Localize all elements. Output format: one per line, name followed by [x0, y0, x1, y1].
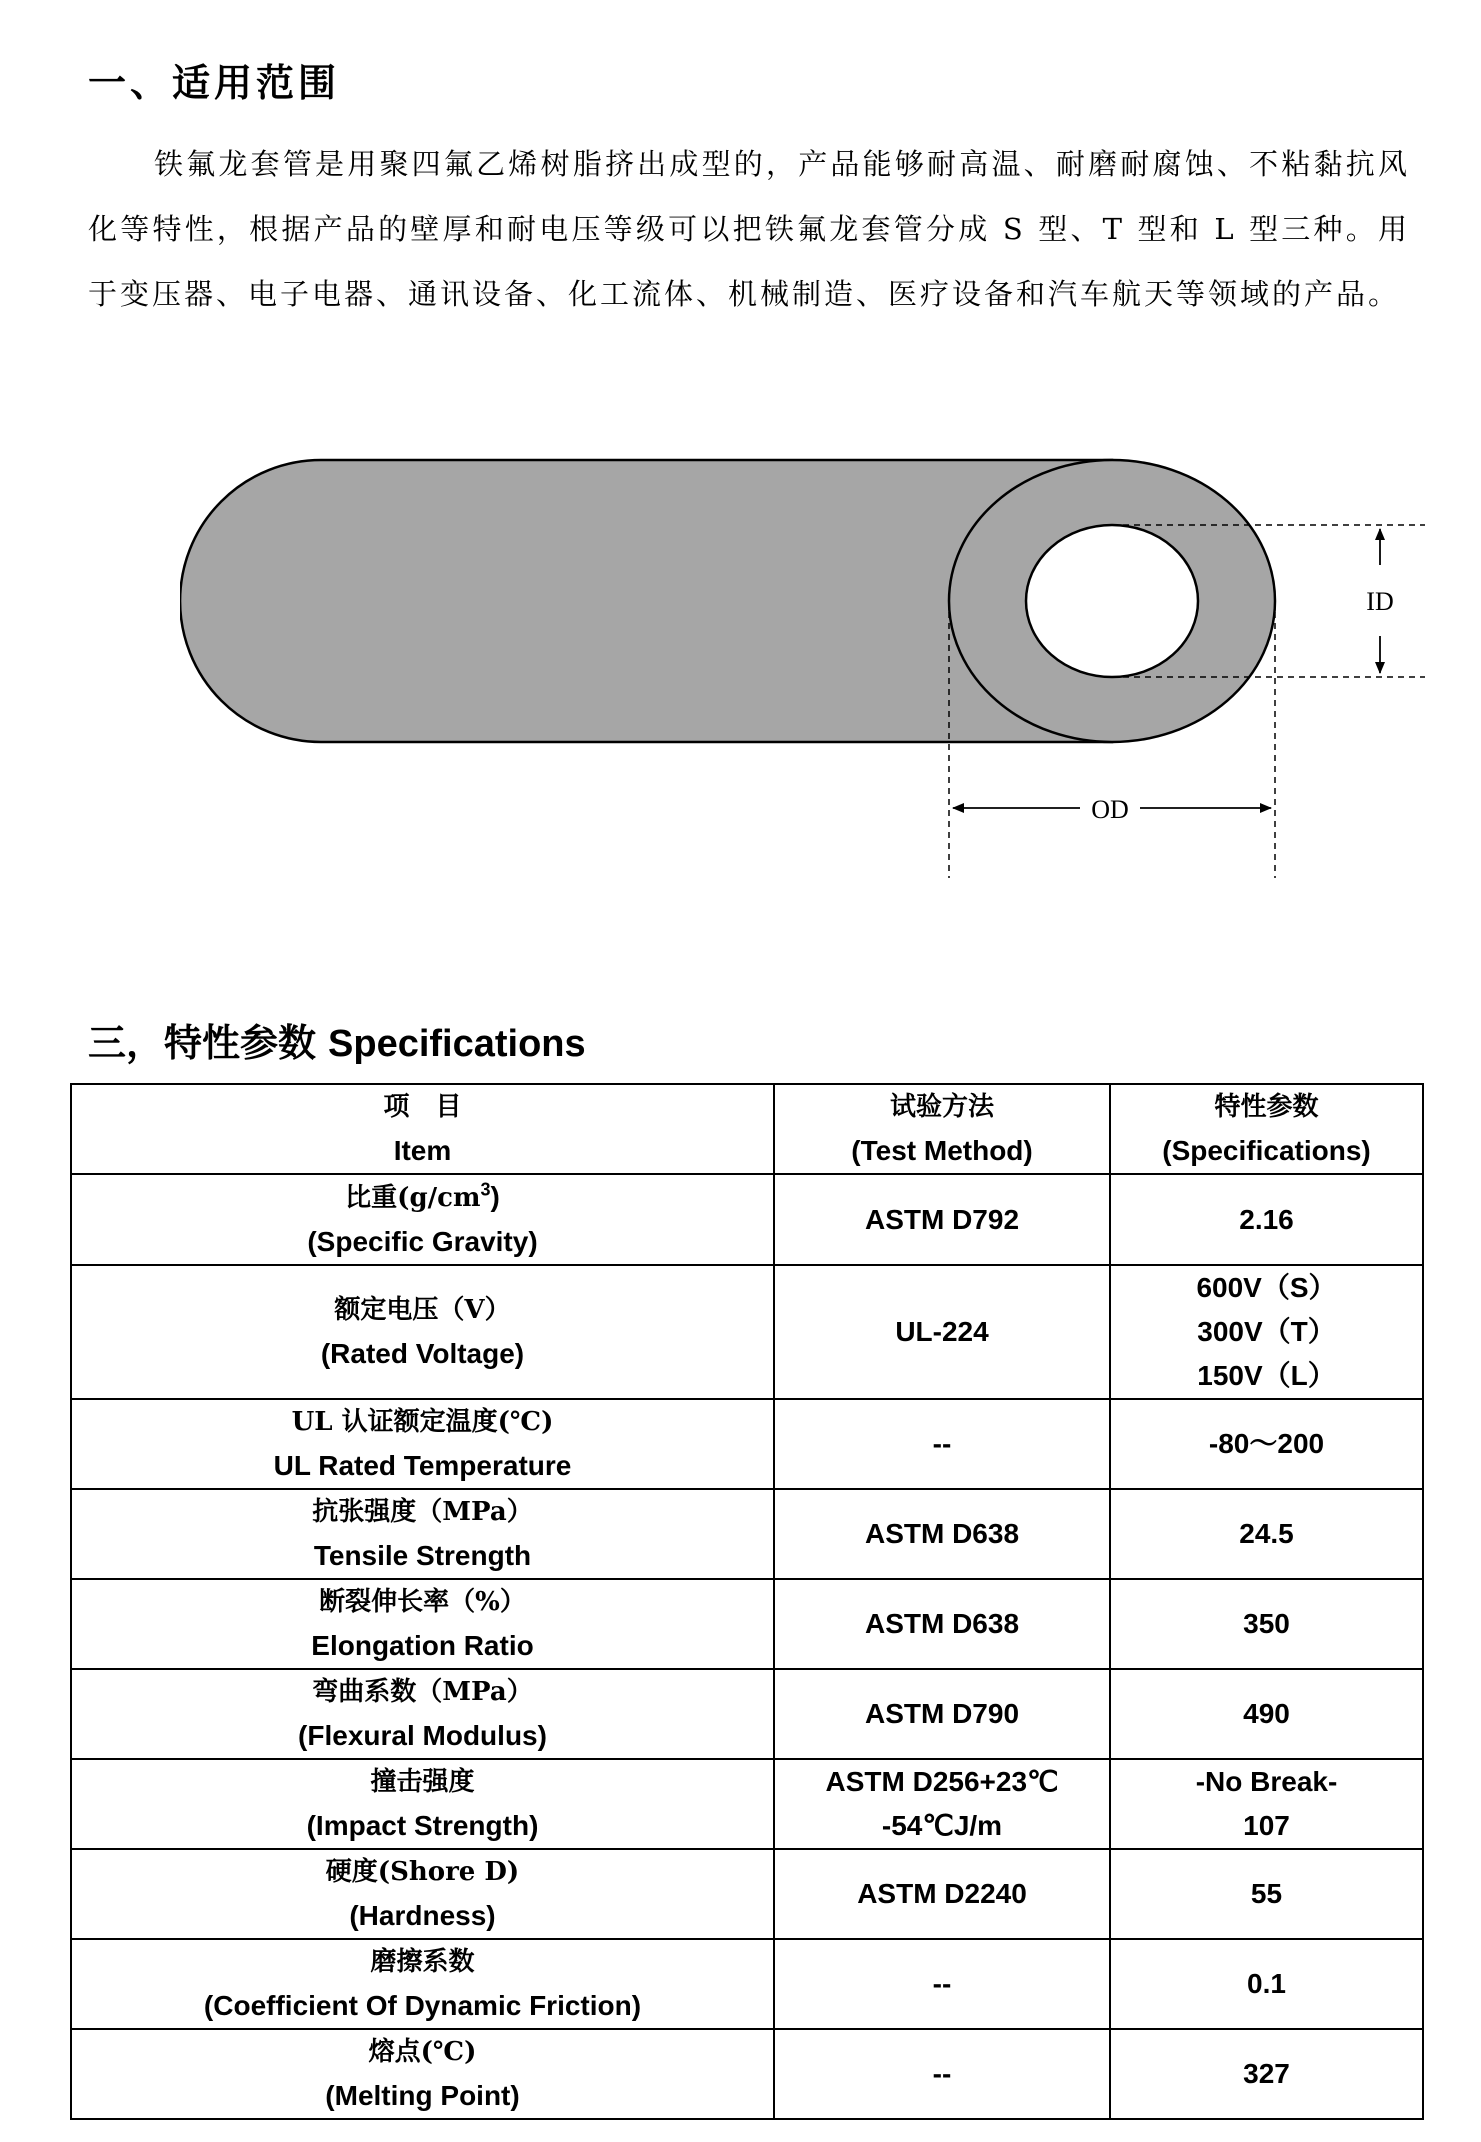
row-value-line: 150V（L） [1197, 1360, 1336, 1391]
section-3-title [88, 1012, 586, 1067]
table-row [71, 1579, 1423, 1669]
section-3-title-en: Specifications [328, 1023, 586, 1065]
row-method [774, 1759, 1110, 1849]
row-method: ASTM D638 [774, 1489, 1110, 1579]
row-item-zh: 断裂伸长率（%） [319, 1587, 526, 1617]
row-item [71, 1579, 774, 1669]
table-row [71, 1489, 1423, 1579]
row-value [1110, 1759, 1423, 1849]
table-row [71, 1399, 1423, 1489]
row-item-zh: 熔点(℃) [368, 2037, 477, 2067]
od-label: OD [1091, 795, 1129, 824]
header-spec-en: (Specifications) [1162, 1135, 1371, 1166]
row-method: ASTM D790 [774, 1669, 1110, 1759]
row-item-zh: 抗张强度（MPa） [312, 1497, 533, 1527]
row-item [71, 1669, 774, 1759]
tube-diagram [180, 440, 1440, 890]
row-method: -- [774, 2029, 1110, 2119]
header-method [774, 1084, 1110, 1174]
table-header-row [71, 1084, 1423, 1174]
row-item [71, 2029, 774, 2119]
row-method-line: -54℃J/m [881, 1810, 1003, 1841]
row-value: 55 [1110, 1849, 1423, 1939]
row-item-zh: 弯曲系数（MPa） [312, 1677, 533, 1707]
table-row [71, 1849, 1423, 1939]
header-method-zh: 试验方法 [889, 1092, 994, 1122]
row-item-en: (Flexural Modulus) [298, 1720, 547, 1751]
header-item [71, 1084, 774, 1174]
row-item-zh-end: ) [490, 1181, 500, 1212]
row-value-line: 300V（T） [1197, 1316, 1336, 1347]
row-method: UL-224 [774, 1265, 1110, 1399]
header-item-zh: 项 目 [383, 1092, 462, 1122]
row-item-superscript: 3 [480, 1179, 491, 1200]
row-value: 24.5 [1110, 1489, 1423, 1579]
header-spec [1110, 1084, 1423, 1174]
table-row [71, 1265, 1423, 1399]
row-value [1110, 1265, 1423, 1399]
table-row [71, 1759, 1423, 1849]
row-item [71, 1939, 774, 2029]
header-item-en: Item [393, 1135, 452, 1166]
row-method: -- [774, 1939, 1110, 2029]
row-item-zh: UL 认证额定温度(℃) [291, 1407, 554, 1437]
row-item-en: (Impact Strength) [306, 1810, 539, 1841]
id-label: ID [1366, 587, 1394, 616]
row-item [71, 1399, 774, 1489]
table-row [71, 1939, 1423, 2029]
section-1-title: 一、适用范围 [88, 60, 341, 105]
table-row [71, 2029, 1423, 2119]
row-value: -80～200 [1110, 1399, 1423, 1489]
row-value-line: 600V（S） [1196, 1272, 1337, 1303]
row-value-line: -No Break- [1195, 1766, 1338, 1797]
row-item-zh: 磨擦系数 [370, 1947, 475, 1977]
row-method: ASTM D792 [774, 1174, 1110, 1265]
row-item-en: (Coefficient Of Dynamic Friction) [203, 1990, 642, 2021]
row-item-en: UL Rated Temperature [273, 1450, 572, 1481]
table-row [71, 1174, 1423, 1265]
row-value: 327 [1110, 2029, 1423, 2119]
row-value: 490 [1110, 1669, 1423, 1759]
tube-end-inner [1026, 525, 1198, 677]
row-item-zh: 硬度(Shore D) [325, 1857, 520, 1887]
row-item [71, 1174, 774, 1265]
header-method-en: (Test Method) [851, 1135, 1033, 1166]
specifications-table [70, 1083, 1424, 2120]
row-value: 0.1 [1110, 1939, 1423, 2029]
intro-paragraph: 铁氟龙套管是用聚四氟乙烯树脂挤出成型的，产品能够耐高温、耐磨耐腐蚀、不粘黏抗风化等特性，根据产品的壁厚和耐电压等级可以把铁氟龙套管分成 S 型、T 型和 L 型三种。用于变压器、电子电器、通讯设备、化工流体、机械制造、医疗设备和汽车航天等领域的产品。 [88, 147, 1410, 311]
row-item [71, 1849, 774, 1939]
row-item-en: (Hardness) [349, 1900, 496, 1931]
row-item-en: (Specific Gravity) [307, 1226, 538, 1257]
row-method: -- [774, 1399, 1110, 1489]
row-item [71, 1265, 774, 1399]
row-item-en: Elongation Ratio [311, 1630, 534, 1661]
row-item-en: (Rated Voltage) [320, 1338, 525, 1369]
row-method: ASTM D638 [774, 1579, 1110, 1669]
row-item-zh [78, 1175, 767, 1220]
row-item-zh: 撞击强度 [370, 1767, 475, 1797]
section-3-title-zh: 三，特性参数 [88, 1020, 317, 1065]
row-value-line: 107 [1243, 1810, 1290, 1841]
row-item-en: Tensile Strength [313, 1540, 532, 1571]
row-value: 2.16 [1110, 1174, 1423, 1265]
row-method-line: ASTM D256+23℃ [825, 1766, 1059, 1797]
row-item [71, 1489, 774, 1579]
row-item-zh: 额定电压（V） [334, 1295, 511, 1325]
table-row [71, 1669, 1423, 1759]
row-method: ASTM D2240 [774, 1849, 1110, 1939]
header-spec-zh: 特性参数 [1214, 1092, 1319, 1122]
row-item [71, 1759, 774, 1849]
row-value: 350 [1110, 1579, 1423, 1669]
row-item-en: (Melting Point) [325, 2080, 520, 2111]
row-item-zh-text: 比重(g/cm [345, 1183, 481, 1213]
